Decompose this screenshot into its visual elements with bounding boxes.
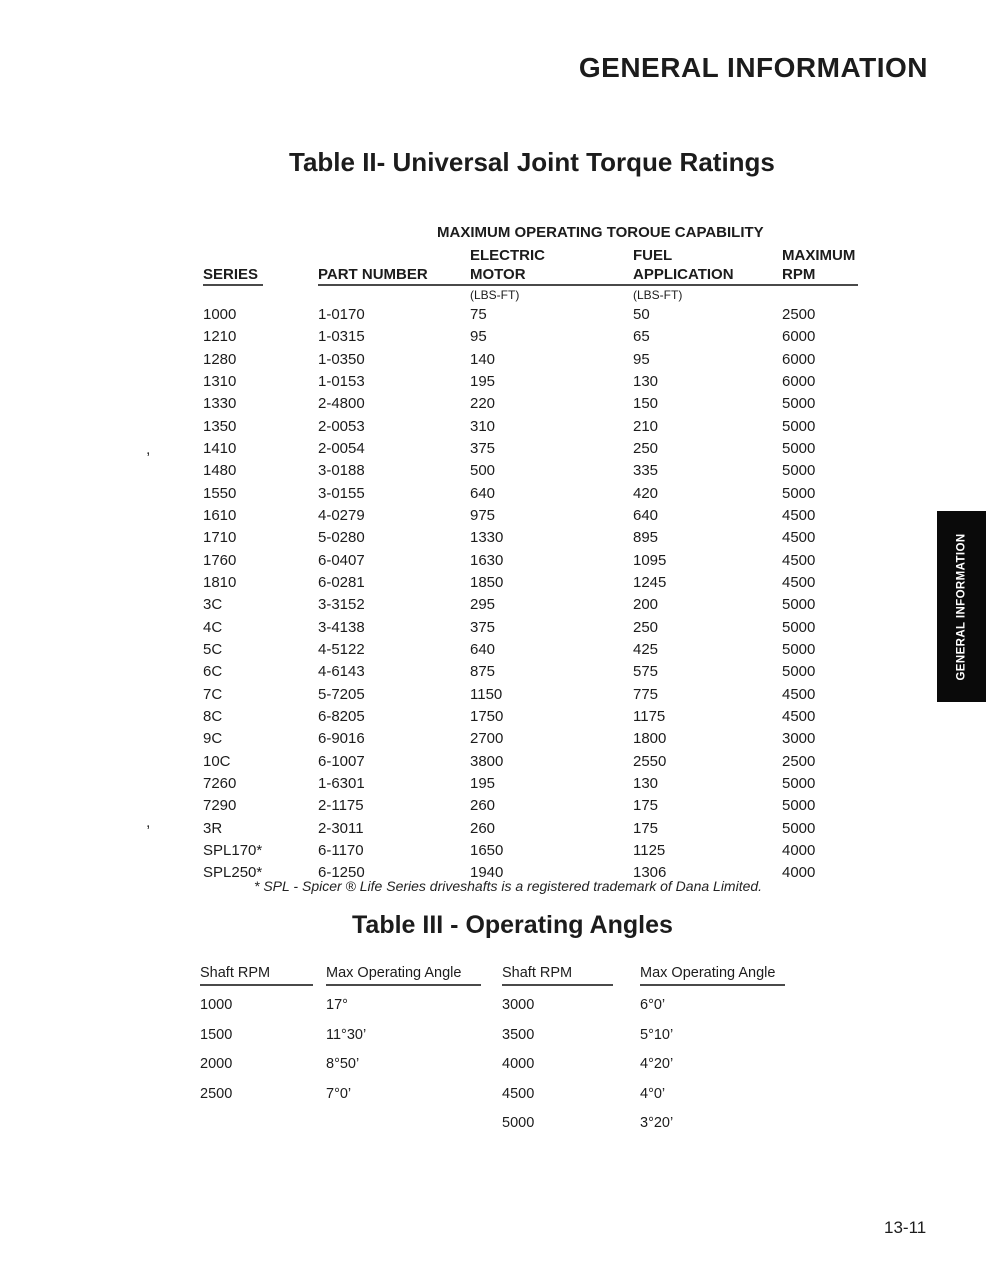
- cell-max-angle-2: 4°0’: [640, 1085, 666, 1102]
- cell-part-number: 1-6301: [318, 774, 365, 792]
- cell-series: 1710: [203, 529, 237, 547]
- cell-part-number: 6-0281: [318, 573, 365, 591]
- table-row: [203, 641, 883, 663]
- cell-fuel-application-torque: 175: [633, 797, 659, 815]
- cell-electric-motor-torque: 140: [470, 350, 496, 368]
- section-tab-label: GENERAL INFORMATION: [955, 532, 968, 681]
- cell-fuel-application-torque: 1800: [633, 730, 667, 748]
- cell-max-rpm: 5000: [782, 395, 816, 413]
- cell-series: SPL250*: [203, 864, 263, 882]
- cell-shaft-rpm-1: 2500: [200, 1085, 233, 1102]
- cell-electric-motor-torque: 3800: [470, 752, 504, 770]
- table2-header-maximum: MAXIMUM: [782, 247, 856, 264]
- cell-shaft-rpm-2: 3000: [502, 997, 535, 1013]
- cell-part-number: 6-8205: [318, 707, 365, 725]
- table3-header-shaft-rpm-1: Shaft RPM: [200, 965, 313, 986]
- cell-series: 4C: [203, 618, 223, 636]
- cell-series: 10C: [203, 752, 231, 770]
- table2-header-underline-main: [318, 284, 858, 286]
- cell-fuel-application-torque: 175: [633, 819, 659, 837]
- cell-shaft-rpm-2: 5000: [502, 1115, 535, 1132]
- cell-max-rpm: 5000: [782, 640, 816, 658]
- cell-part-number: 6-9016: [318, 730, 365, 748]
- cell-series: 7290: [203, 797, 237, 815]
- cell-max-rpm: 5000: [782, 462, 816, 480]
- table-row: [203, 775, 883, 797]
- cell-part-number: 3-0155: [318, 484, 365, 502]
- table-row: [203, 306, 883, 328]
- cell-max-angle-1: 8°50’: [326, 1056, 360, 1073]
- table2-units-fuel: (LBS-FT): [633, 288, 683, 302]
- cell-series: 1280: [203, 350, 237, 368]
- cell-fuel-application-torque: 150: [633, 395, 659, 413]
- cell-part-number: 1-0170: [318, 306, 365, 323]
- cell-series: 1350: [203, 417, 237, 435]
- cell-part-number: 4-5122: [318, 640, 365, 658]
- table-row: [200, 1086, 820, 1116]
- page-number: 13-11: [884, 1218, 927, 1237]
- cell-series: 1480: [203, 462, 237, 480]
- table2-body: [203, 306, 883, 887]
- table-row: [203, 351, 883, 373]
- table-row: [203, 842, 883, 864]
- table-row: [200, 1027, 820, 1057]
- cell-fuel-application-torque: 895: [633, 529, 659, 547]
- cell-series: 1000: [203, 306, 237, 323]
- cell-part-number: 2-3011: [318, 819, 364, 837]
- table2-header-underline-series: [203, 284, 263, 286]
- cell-part-number: 4-6143: [318, 663, 365, 681]
- table-row: [203, 552, 883, 574]
- table2-header-fuel: FUEL: [633, 247, 673, 264]
- cell-electric-motor-torque: 1150: [470, 685, 503, 703]
- cell-series: 3R: [203, 819, 223, 837]
- cell-max-rpm: 5000: [782, 484, 816, 502]
- cell-fuel-application-torque: 1175: [633, 707, 666, 725]
- cell-max-rpm: 5000: [782, 417, 816, 435]
- cell-fuel-application-torque: 425: [633, 640, 659, 658]
- table3-header-shaft-rpm-2: Shaft RPM: [502, 965, 613, 986]
- cell-fuel-application-torque: 1095: [633, 551, 667, 569]
- table2-header-rpm: RPM: [782, 266, 816, 283]
- cell-series: 8C: [203, 707, 223, 725]
- cell-part-number: 3-3152: [318, 596, 365, 614]
- cell-electric-motor-torque: 220: [470, 395, 496, 413]
- cell-series: 1610: [203, 506, 237, 524]
- cell-part-number: 3-4138: [318, 618, 365, 636]
- cell-part-number: 2-1175: [318, 797, 364, 815]
- cell-part-number: 5-0280: [318, 529, 365, 547]
- cell-max-angle-2: 3°20’: [640, 1115, 674, 1132]
- table3-body: [200, 997, 820, 1145]
- cell-max-rpm: 4500: [782, 529, 816, 547]
- cell-max-rpm: 4000: [782, 864, 816, 882]
- table-row: [203, 328, 883, 350]
- cell-max-rpm: 5000: [782, 439, 816, 457]
- cell-series: 1810: [203, 573, 237, 591]
- cell-part-number: 1-0350: [318, 350, 365, 368]
- cell-electric-motor-torque: 260: [470, 797, 496, 815]
- table-row: [203, 395, 883, 417]
- table-row: [203, 507, 883, 529]
- cell-electric-motor-torque: 1750: [470, 707, 504, 725]
- cell-electric-motor-torque: 1630: [470, 551, 504, 569]
- cell-fuel-application-torque: 210: [633, 417, 659, 435]
- table-row: [203, 797, 883, 819]
- cell-fuel-application-torque: 640: [633, 506, 659, 524]
- cell-electric-motor-torque: 260: [470, 819, 496, 837]
- cell-max-rpm: 6000: [782, 350, 816, 368]
- table2-header-electric: ELECTRIC: [470, 247, 545, 264]
- cell-fuel-application-torque: 250: [633, 439, 659, 457]
- table-row: [203, 708, 883, 730]
- table-row: [203, 619, 883, 641]
- cell-max-rpm: 5000: [782, 618, 816, 636]
- cell-electric-motor-torque: 310: [470, 417, 496, 435]
- cell-fuel-application-torque: 65: [633, 328, 650, 346]
- cell-fuel-application-torque: 250: [633, 618, 659, 636]
- cell-part-number: 6-1007: [318, 752, 365, 770]
- cell-series: 1760: [203, 551, 237, 569]
- cell-fuel-application-torque: 335: [633, 462, 659, 480]
- cell-series: 7260: [203, 774, 237, 792]
- cell-electric-motor-torque: 195: [470, 372, 496, 390]
- table2-footnote: * SPL - Spicer ® Life Series driveshafts is a registered trademark of Dana Limited.: [254, 878, 763, 894]
- cell-series: 3C: [203, 596, 223, 614]
- cell-fuel-application-torque: 1306: [633, 864, 667, 882]
- table-row: [203, 663, 883, 685]
- table-row: [203, 596, 883, 618]
- table-row: [203, 373, 883, 395]
- cell-electric-motor-torque: 375: [470, 439, 496, 457]
- cell-electric-motor-torque: 1940: [470, 864, 504, 882]
- cell-electric-motor-torque: 75: [470, 306, 487, 323]
- table2-group-header: MAXIMUM OPERATING TOROUE CAPABILITY: [437, 224, 764, 241]
- cell-electric-motor-torque: 1850: [470, 573, 504, 591]
- cell-series: 1410: [203, 439, 237, 457]
- table-row: [203, 440, 883, 462]
- cell-fuel-application-torque: 130: [633, 372, 659, 390]
- cell-fuel-application-torque: 200: [633, 596, 659, 614]
- cell-fuel-application-torque: 575: [633, 663, 659, 681]
- cell-series: SPL170*: [203, 841, 263, 859]
- cell-fuel-application-torque: 1245: [633, 573, 667, 591]
- cell-electric-motor-torque: 875: [470, 663, 496, 681]
- table-row: [203, 529, 883, 551]
- cell-part-number: 1-0153: [318, 372, 365, 390]
- cell-part-number: 4-0279: [318, 506, 365, 524]
- cell-max-rpm: 6000: [782, 372, 816, 390]
- cell-shaft-rpm-1: 1500: [200, 1026, 233, 1043]
- cell-series: 9C: [203, 730, 223, 748]
- cell-shaft-rpm-2: 3500: [502, 1026, 535, 1043]
- cell-part-number: 6-0407: [318, 551, 365, 569]
- cell-max-rpm: 3000: [782, 730, 816, 748]
- table-row: [203, 753, 883, 775]
- cell-max-angle-2: 5°10’: [640, 1026, 674, 1043]
- cell-electric-motor-torque: 195: [470, 774, 496, 792]
- cell-max-angle-1: 17°: [326, 997, 348, 1013]
- cell-series: 7C: [203, 685, 223, 703]
- cell-max-angle-1: 7°0’: [326, 1085, 352, 1102]
- cell-series: 1330: [203, 395, 237, 413]
- cell-series: 5C: [203, 640, 223, 658]
- section-tab: [937, 511, 986, 702]
- cell-max-rpm: 4500: [782, 506, 816, 524]
- table2-header-motor: MOTOR: [470, 266, 526, 283]
- table-row: [203, 686, 883, 708]
- table-row: [203, 462, 883, 484]
- table-row: [203, 820, 883, 842]
- cell-shaft-rpm-1: 1000: [200, 997, 233, 1013]
- cell-part-number: 2-0054: [318, 439, 365, 457]
- cell-fuel-application-torque: 2550: [633, 752, 667, 770]
- cell-max-rpm: 4500: [782, 551, 816, 569]
- cell-max-rpm: 5000: [782, 596, 816, 614]
- cell-electric-motor-torque: 1650: [470, 841, 504, 859]
- cell-max-angle-2: 4°20’: [640, 1056, 674, 1073]
- table3-header-max-angle-2: Max Operating Angle: [640, 965, 785, 986]
- cell-series: 1550: [203, 484, 237, 502]
- cell-series: 1210: [203, 328, 237, 346]
- table2-title: Table II- Universal Joint Torque Ratings: [289, 147, 775, 177]
- cell-max-rpm: 4500: [782, 707, 816, 725]
- cell-series: 6C: [203, 663, 223, 681]
- cell-max-rpm: 4500: [782, 573, 816, 591]
- table2-header-part-number: PART NUMBER: [318, 266, 428, 283]
- table-row: [200, 1115, 820, 1145]
- cell-series: 1310: [203, 372, 237, 390]
- table2-header-series: SERIES: [203, 266, 259, 283]
- table-row: [203, 418, 883, 440]
- cell-electric-motor-torque: 95: [470, 328, 487, 346]
- cell-max-rpm: 5000: [782, 797, 816, 815]
- cell-fuel-application-torque: 95: [633, 350, 650, 368]
- cell-electric-motor-torque: 975: [470, 506, 496, 524]
- cell-max-angle-1: 11°30’: [326, 1026, 367, 1043]
- cell-fuel-application-torque: 50: [633, 306, 650, 323]
- cell-fuel-application-torque: 775: [633, 685, 659, 703]
- cell-shaft-rpm-2: 4000: [502, 1056, 535, 1073]
- margin-stray-mark: ,: [146, 814, 151, 831]
- cell-electric-motor-torque: 295: [470, 596, 496, 614]
- cell-part-number: 2-0053: [318, 417, 365, 435]
- table2-header-application: APPLICATION: [633, 266, 734, 283]
- page-title: GENERAL INFORMATION: [578, 52, 928, 83]
- cell-part-number: 6-1170: [318, 841, 364, 859]
- cell-max-rpm: 4500: [782, 685, 816, 703]
- table-row: [203, 730, 883, 752]
- cell-shaft-rpm-2: 4500: [502, 1085, 535, 1102]
- cell-fuel-application-torque: 420: [633, 484, 659, 502]
- cell-fuel-application-torque: 130: [633, 774, 659, 792]
- margin-stray-mark: ,: [146, 441, 151, 458]
- cell-part-number: 5-7205: [318, 685, 365, 703]
- cell-electric-motor-torque: 2700: [470, 730, 504, 748]
- cell-shaft-rpm-1: 2000: [200, 1056, 233, 1073]
- cell-electric-motor-torque: 640: [470, 640, 496, 658]
- cell-part-number: 1-0315: [318, 328, 365, 346]
- table-row: [200, 1056, 820, 1086]
- table3-title: Table III - Operating Angles: [352, 911, 673, 939]
- cell-electric-motor-torque: 640: [470, 484, 496, 502]
- cell-shaft-rpm-1: [200, 1115, 326, 1145]
- cell-max-rpm: 2500: [782, 752, 816, 770]
- cell-max-rpm: 5000: [782, 663, 816, 681]
- cell-max-rpm: 4000: [782, 841, 816, 859]
- cell-electric-motor-torque: 1330: [470, 529, 504, 547]
- cell-max-angle-1: [326, 1115, 502, 1145]
- cell-max-rpm: 6000: [782, 328, 816, 346]
- cell-max-rpm: 5000: [782, 819, 816, 837]
- cell-fuel-application-torque: 1125: [633, 841, 666, 859]
- table3-header-max-angle-1: Max Operating Angle: [326, 965, 481, 986]
- table2-units-electric: (LBS-FT): [470, 288, 520, 302]
- cell-electric-motor-torque: 500: [470, 462, 496, 480]
- cell-part-number: 3-0188: [318, 462, 365, 480]
- cell-max-angle-2: 6°0’: [640, 997, 666, 1013]
- cell-electric-motor-torque: 375: [470, 618, 496, 636]
- table-row: [203, 485, 883, 507]
- cell-max-rpm: 2500: [782, 306, 816, 323]
- cell-part-number: 2-4800: [318, 395, 365, 413]
- table-row: [203, 574, 883, 596]
- table-row: [200, 997, 820, 1027]
- cell-part-number: 6-1250: [318, 864, 365, 882]
- cell-max-rpm: 5000: [782, 774, 816, 792]
